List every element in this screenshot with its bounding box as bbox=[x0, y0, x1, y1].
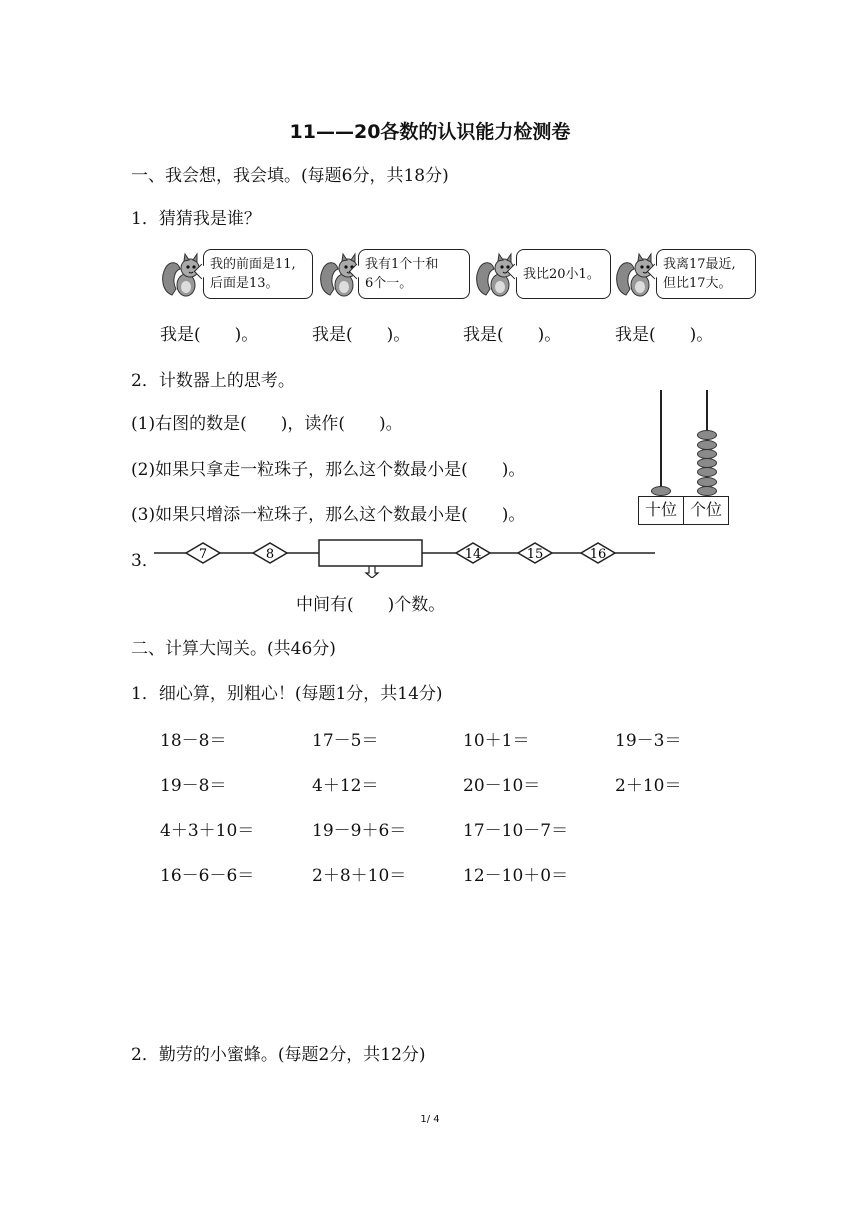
bubble-text bbox=[210, 255, 296, 293]
calc-problem: 4＋12＝ bbox=[312, 776, 379, 796]
number-label: 16 bbox=[589, 547, 607, 562]
bubble-line-1: 我离17最近, bbox=[663, 257, 736, 272]
bead bbox=[651, 486, 671, 496]
answer-3: 我是( )。 bbox=[463, 325, 562, 345]
q2-bee-label: 2．勤劳的小蜜蜂。(每题2分，共12分) bbox=[131, 1045, 426, 1065]
speech-bubble bbox=[203, 249, 313, 299]
number-label: 14 bbox=[464, 547, 482, 562]
section1-heading: 一、我会想，我会填。(每题6分，共18分) bbox=[131, 166, 449, 186]
bead bbox=[697, 449, 717, 459]
q3-answer: 中间有( )个数。 bbox=[296, 595, 446, 615]
calc-problem: 16－6－6＝ bbox=[160, 866, 255, 886]
calc-problem: 19－8＝ bbox=[160, 776, 227, 796]
bead bbox=[697, 477, 717, 487]
bead bbox=[697, 486, 717, 496]
bubble-line-2: 6个一。 bbox=[365, 276, 413, 291]
calc-problem: 19－3＝ bbox=[615, 731, 682, 751]
bubble-line-2: 但比17大。 bbox=[663, 276, 732, 291]
q2-item-1: (1)右图的数是( )，读作( )。 bbox=[131, 414, 403, 434]
calc-problem: 17－10－7＝ bbox=[463, 821, 569, 841]
number-line bbox=[150, 536, 660, 578]
q1-label: 1．猜猜我是谁？ bbox=[131, 209, 261, 229]
bead bbox=[697, 458, 717, 468]
answer-2: 我是( )。 bbox=[312, 325, 411, 345]
bubble-line-2: 后面是13。 bbox=[210, 276, 279, 291]
speech-bubble bbox=[516, 249, 611, 299]
q2-item-2: (2)如果只拿走一粒珠子，那么这个数最小是( )。 bbox=[131, 460, 526, 480]
q2-item-3: (3)如果只增添一粒珠子，那么这个数最小是( )。 bbox=[131, 505, 526, 525]
q3-label: 3． bbox=[131, 551, 159, 571]
speech-bubble bbox=[656, 249, 756, 299]
calc-problem: 4＋3＋10＝ bbox=[160, 821, 255, 841]
q2-label: 2．计数器上的思考。 bbox=[131, 371, 295, 391]
calc-problem: 19－9＋6＝ bbox=[312, 821, 407, 841]
calc-problem: 2＋8＋10＝ bbox=[312, 866, 407, 886]
calc-problem: 18－8＝ bbox=[160, 731, 227, 751]
bubble-text bbox=[523, 265, 600, 284]
tens-rod bbox=[660, 390, 662, 496]
bubble-line-1: 我比20小1。 bbox=[523, 266, 600, 282]
down-arrow-icon bbox=[366, 566, 378, 578]
tens-place-label: 十位 bbox=[638, 496, 684, 525]
calc-problem: 2＋10＝ bbox=[615, 776, 682, 796]
bubble-text bbox=[663, 255, 736, 293]
number-label: 15 bbox=[526, 547, 544, 562]
answer-1: 我是( )。 bbox=[160, 325, 259, 345]
calc-problem: 20－10＝ bbox=[463, 776, 541, 796]
bubble-line-1: 我的前面是11, bbox=[210, 257, 296, 272]
blank-box bbox=[319, 540, 422, 566]
ones-place-label: 个位 bbox=[683, 496, 729, 525]
section2-heading: 二、计算大闯关。(共46分) bbox=[131, 639, 336, 659]
calc-problem: 10＋1＝ bbox=[463, 731, 530, 751]
bead bbox=[697, 430, 717, 440]
page-title: 11——20各数的认识能力检测卷 bbox=[289, 121, 571, 143]
number-label: 8 bbox=[265, 547, 275, 562]
bubble-text bbox=[365, 255, 438, 293]
number-label: 7 bbox=[198, 547, 208, 562]
bead bbox=[697, 440, 717, 450]
calc-problem: 12－10＋0＝ bbox=[463, 866, 569, 886]
bubble-line-1: 我有1个十和 bbox=[365, 257, 439, 272]
page-number: 1/ 4 bbox=[420, 1114, 440, 1125]
speech-bubble bbox=[358, 249, 470, 299]
answer-4: 我是( )。 bbox=[615, 325, 714, 345]
calc-label: 1．细心算，别粗心！(每题1分，共14分) bbox=[131, 684, 443, 704]
calc-problem: 17－5＝ bbox=[312, 731, 379, 751]
bead bbox=[697, 467, 717, 477]
